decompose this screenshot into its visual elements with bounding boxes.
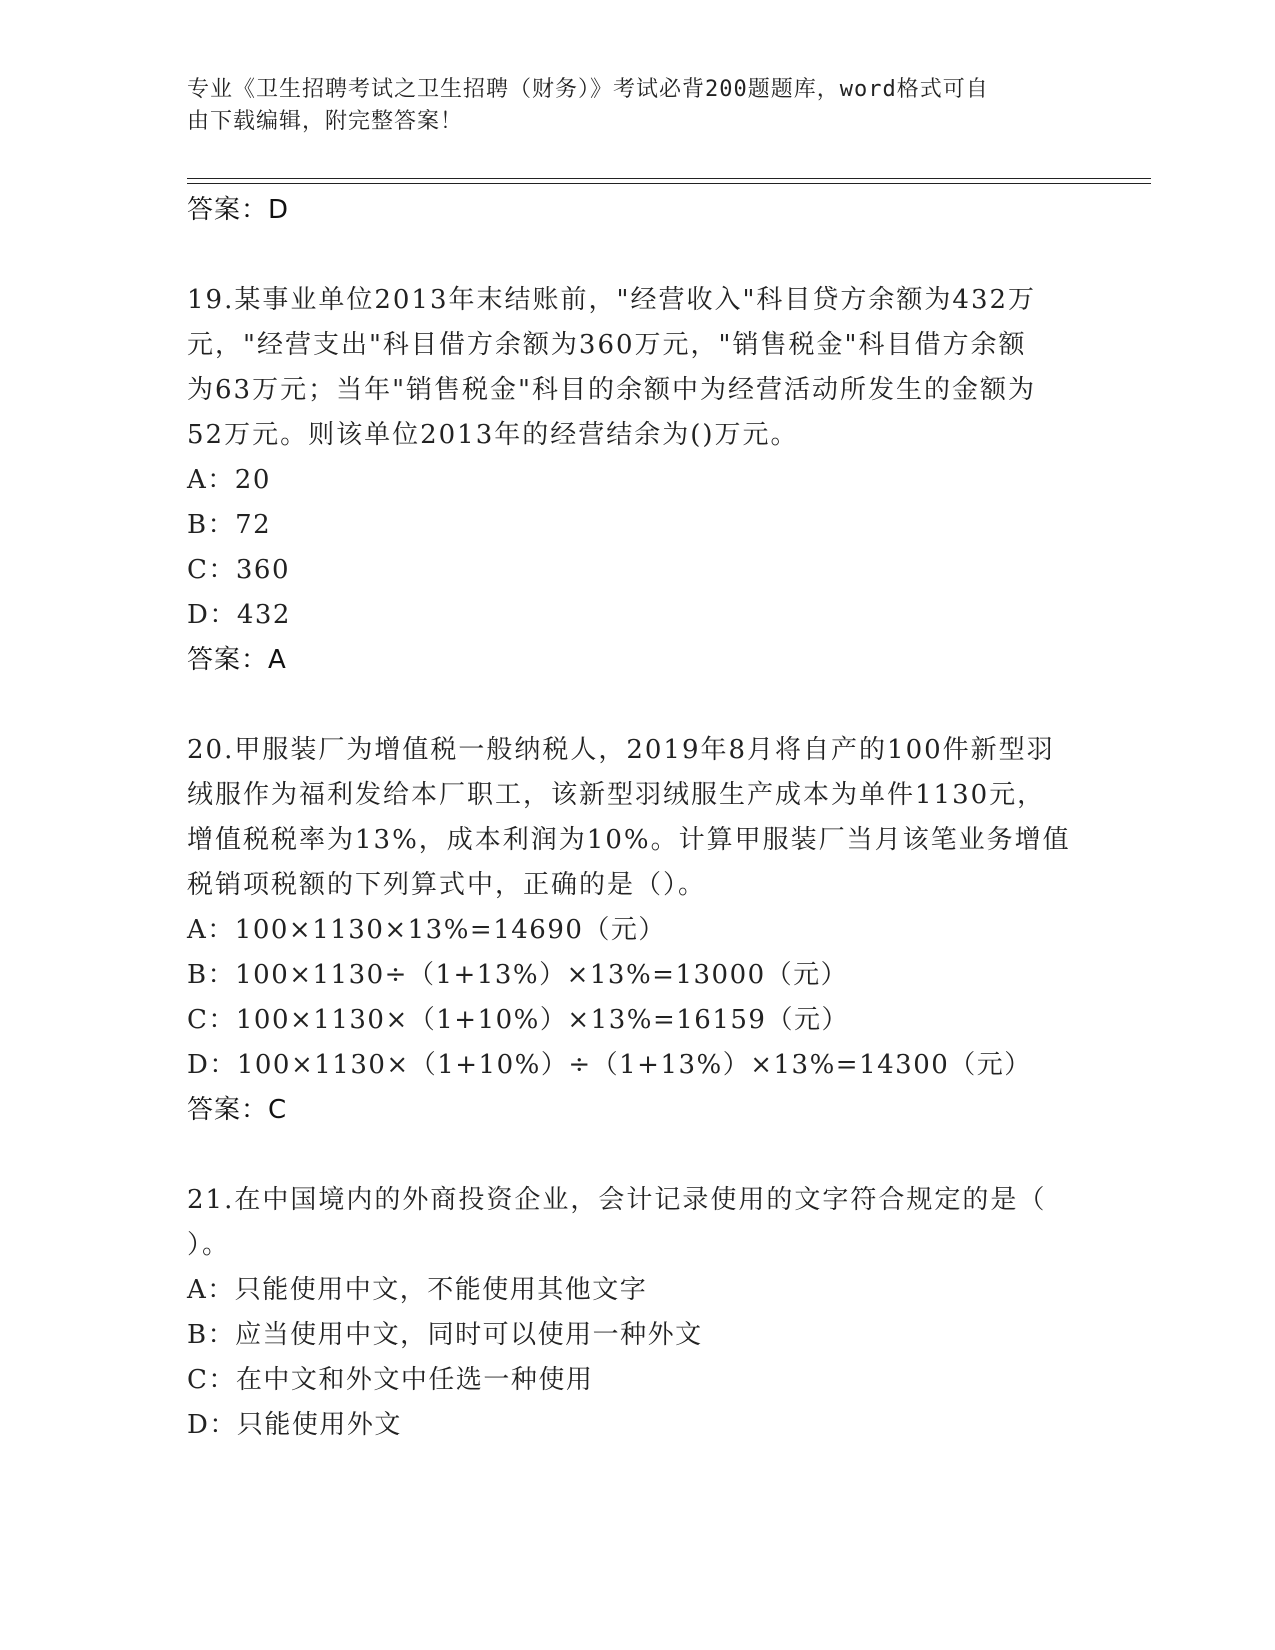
stem-line: 元，"经营支出"科目借方余额为360万元，"销售税金"科目借方余额	[187, 330, 1027, 360]
question-block-20	[187, 728, 1087, 1132]
stem-line: 52万元。则该单位2013年的经营结余为()万元。	[187, 420, 799, 450]
answer-label: 答案：A	[187, 645, 287, 675]
previous-answer: 答案：D	[187, 195, 290, 225]
option-a: A：100×1130×13%=14690（元）	[187, 915, 666, 945]
option-c: C：100×1130×（1+10%）×13%=16159（元）	[187, 1005, 849, 1035]
stem-line: 绒服作为福利发给本厂职工，该新型羽绒服生产成本为单件1130元，	[187, 780, 1046, 810]
option-d: D：432	[187, 600, 291, 630]
option-d: D：只能使用外文	[187, 1410, 402, 1440]
answer-label: 答案：C	[187, 1095, 288, 1125]
stem-line: 21.在中国境内的外商投资企业，会计记录使用的文字符合规定的是（	[187, 1185, 1047, 1215]
question-stem	[187, 1178, 1087, 1268]
page-header	[187, 74, 1067, 138]
stem-line: 20.甲服装厂为增值税一般纳税人，2019年8月将自产的100件新型羽	[187, 735, 1055, 765]
question-block-21	[187, 1178, 1087, 1448]
header-line-2: 由下载编辑，附完整答案！	[187, 109, 464, 134]
option-a: A：20	[187, 465, 271, 495]
spacer	[187, 232, 1087, 278]
stem-line: 19.某事业单位2013年末结账前，"经营收入"科目贷方余额为432万	[187, 285, 1037, 315]
option-d: D：100×1130×（1+10%）÷（1+13%）×13%=14300（元）	[187, 1050, 1032, 1080]
question-stem	[187, 278, 1087, 458]
document-body	[187, 188, 1087, 1448]
spacer	[187, 1132, 1087, 1178]
stem-line: 税销项税额的下列算式中，正确的是（）。	[187, 870, 707, 900]
option-c: C：在中文和外文中任选一种使用	[187, 1365, 594, 1395]
header-divider-thick	[187, 178, 1151, 179]
option-c: C：360	[187, 555, 291, 585]
question-block-19	[187, 278, 1087, 682]
header-divider-thin	[187, 183, 1151, 184]
stem-line: 为63万元；当年"销售税金"科目的余额中为经营活动所发生的金额为	[187, 375, 1037, 405]
question-stem	[187, 728, 1087, 908]
option-a: A：只能使用中文，不能使用其他文字	[187, 1275, 648, 1305]
stem-line: ）。	[187, 1230, 231, 1260]
option-b: B：72	[187, 510, 272, 540]
option-b: B：应当使用中文，同时可以使用一种外文	[187, 1320, 703, 1350]
spacer	[187, 682, 1087, 728]
option-b: B：100×1130÷（1+13%）×13%=13000（元）	[187, 960, 849, 990]
header-line-1: 专业《卫生招聘考试之卫生招聘（财务）》考试必背200题题库，word格式可自	[187, 77, 989, 102]
stem-line: 增值税税率为13%，成本利润为10%。计算甲服装厂当月该笔业务增值	[187, 825, 1071, 855]
